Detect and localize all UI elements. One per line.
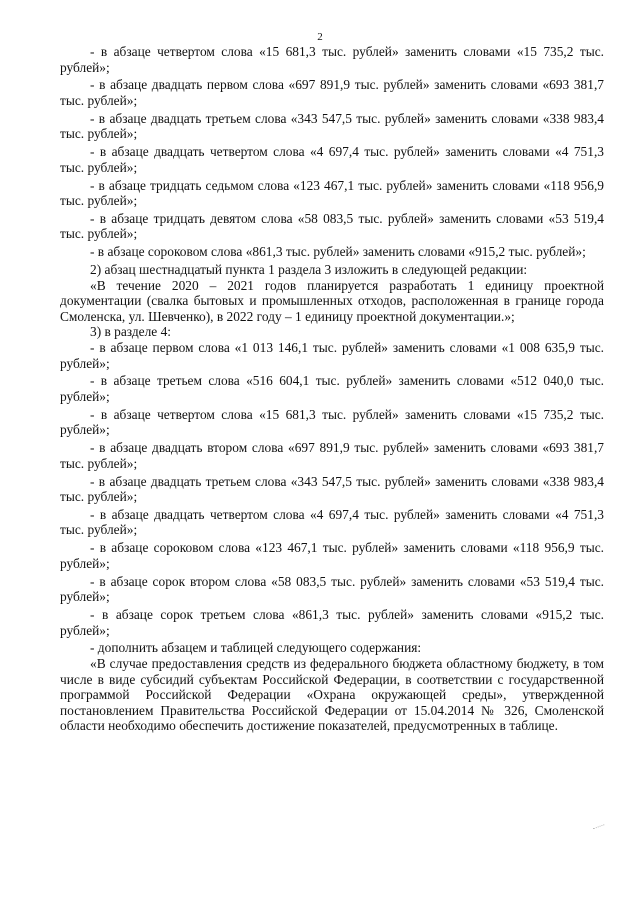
paragraph-4: - в абзаце двадцать четвертом слова «4 697,4 тыс. рублей» заменить словами «4 751,3 тыс. рублей»; <box>60 144 604 175</box>
paragraph-12: - в абзаце третьем слова «516 604,1 тыс. рублей» заменить словами «512 040,0 тыс. рублей»; <box>60 373 604 404</box>
scan-artifact <box>593 824 607 837</box>
paragraph-17: - в абзаце сороковом слова «123 467,1 тыс. рублей» заменить словами «118 956,9 тыс. рублей»; <box>60 540 604 571</box>
paragraph-3: - в абзаце двадцать третьем слова «343 547,5 тыс. рублей» заменить словами «338 983,4 тыс. рублей»; <box>60 110 604 142</box>
paragraph-10: 3) в разделе 4: <box>90 324 172 340</box>
paragraph-1: - в абзаце четвертом слова «15 681,3 тыс. рублей» заменить словами «15 735,2 тыс. рублей»; <box>60 44 604 75</box>
paragraph-18: - в абзаце сорок втором слова «58 083,5 тыс. рублей» заменить словами «53 519,4 тыс. рублей»; <box>60 573 604 605</box>
paragraph-5: - в абзаце тридцать седьмом слова «123 467,1 тыс. рублей» заменить словами «118 956,9 тыс. рублей»; <box>60 177 604 209</box>
paragraph-7: - в абзаце сороковом слова «861,3 тыс. рублей» заменить словами «915,2 тыс. рублей»; <box>90 244 586 260</box>
document-body <box>60 44 604 734</box>
paragraph-15: - в абзаце двадцать третьем слова «343 547,5 тыс. рублей» заменить словами «338 983,4 тыс. рублей»; <box>60 473 604 505</box>
paragraph-20: - дополнить абзацем и таблицей следующего содержания: <box>90 640 422 656</box>
paragraph-8: 2) абзац шестнадцатый пункта 1 раздела 3 изложить в следующей редакции: <box>90 262 528 278</box>
paragraph-9: «В течение 2020 – 2021 годов планируется разработать 1 единицу проектной документации (свалка бытовых и промышленных отходов, расположенная в границе города Смоленска, ул. Шевченко), в 2022 году – 1 единицу проектной документации.»; <box>60 277 604 324</box>
paragraph-6: - в абзаце тридцать девятом слова «58 083,5 тыс. рублей» заменить словами «53 519,4 тыс. рублей»; <box>60 210 604 242</box>
paragraph-11: - в абзаце первом слова «1 013 146,1 тыс. рублей» заменить словами «1 008 635,9 тыс. рублей»; <box>60 340 604 371</box>
paragraph-16: - в абзаце двадцать четвертом слова «4 697,4 тыс. рублей» заменить словами «4 751,3 тыс. рублей»; <box>60 506 604 538</box>
paragraph-14: - в абзаце двадцать втором слова «697 891,9 тыс. рублей» заменить словами «693 381,7 тыс. рублей»; <box>60 440 604 471</box>
page-number: 2 <box>317 31 323 43</box>
paragraph-19: - в абзаце сорок третьем слова «861,3 тыс. рублей» заменить словами «915,2 тыс. рублей»; <box>60 607 604 638</box>
paragraph-2: - в абзаце двадцать первом слова «697 891,9 тыс. рублей» заменить словами «693 381,7 тыс. рублей»; <box>60 77 604 108</box>
paragraph-21: «В случае предоставления средств из федерального бюджета областному бюджету, в том числе в виде субсидий субъектам Российской Федерации, в соответствии с государственной программой Российской Федерации «Охрана окружающей среды», утвержденной постановлением Правительства Российской Федерации от 15.04.2014 № 326, Смоленской области необходимо обеспечить достижение показателей, предусмотренных в таблице. <box>60 655 604 734</box>
paragraph-13: - в абзаце четвертом слова «15 681,3 тыс. рублей» заменить словами «15 735,2 тыс. рублей»; <box>60 406 604 438</box>
